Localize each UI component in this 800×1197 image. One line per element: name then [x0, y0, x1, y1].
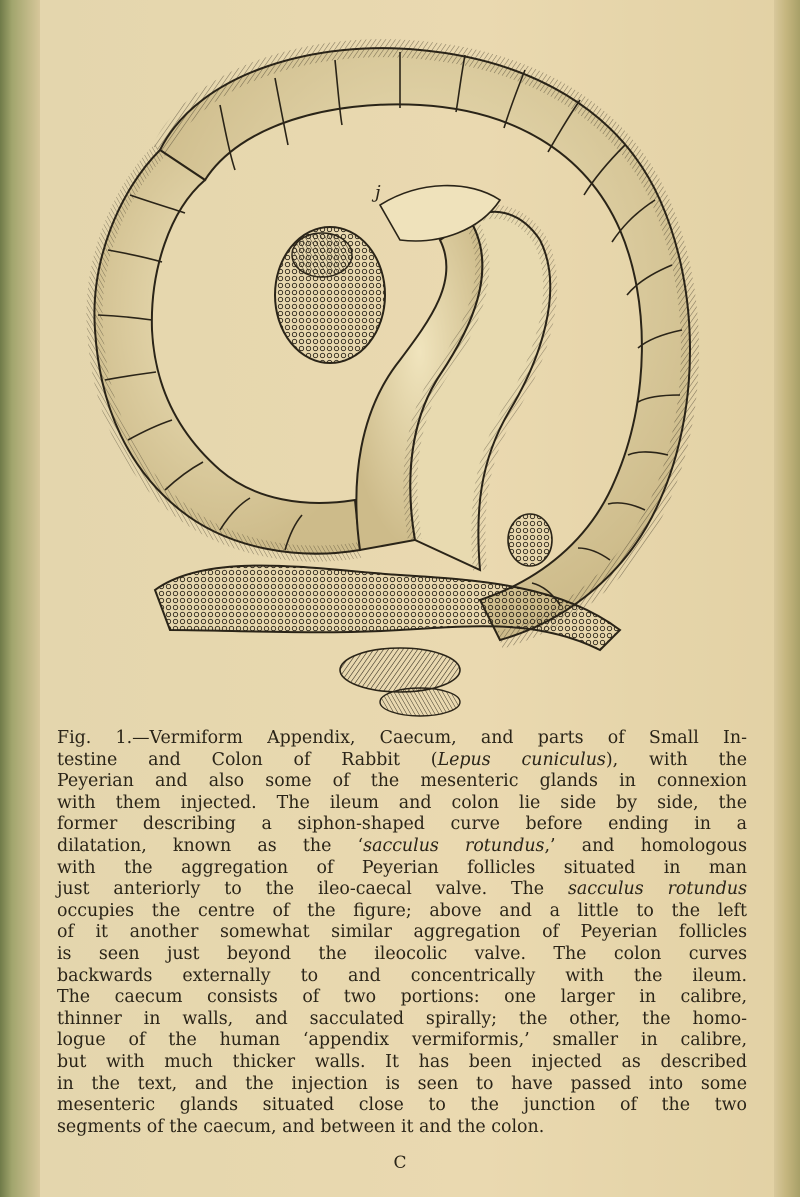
caption-line: testine and Colon of Rabbit (Lepus cuniculus), with the — [57, 749, 747, 770]
caption-line: dilatation, known as the ‘sacculus rotundus,’ and homologous — [57, 835, 748, 856]
peyerian-patch — [508, 514, 552, 566]
caption-line: thinner in walls, and sacculated spirally; the other, the homo- — [57, 1008, 747, 1029]
caption-line: mesenteric glands situated close to the junction of the two — [57, 1095, 747, 1116]
caption-line: backwards externally to and concentrically with the ileum. — [57, 965, 747, 986]
page-binding-left — [0, 0, 40, 1197]
caption-line: in the text, and the injection is seen to have passed into some — [57, 1073, 747, 1094]
caption-line: Fig. 1.—Vermiform Appendix, Caecum, and parts of Small In- — [57, 728, 747, 748]
caption-line: with the aggregation of Peyerian follicles situated in man — [57, 857, 747, 878]
caption-line: former describing a siphon-shaped curve before ending in a — [57, 814, 747, 835]
caption-line: occupies the centre of the figure; above and a little to the left — [57, 900, 747, 921]
figure-caption — [57, 728, 747, 1138]
ileum-siphon — [356, 186, 550, 570]
caption-line: just anteriorly to the ileo-caecal valve. The sacculus rotundus — [57, 879, 747, 900]
caption-line: but with much thicker walls. It has been injected as described — [57, 1051, 747, 1072]
caption-line: of it another somewhat similar aggregation of Peyerian follicles — [57, 922, 747, 943]
caption-line: logue of the human ‘appendix vermiformis,’ smaller in calibre, — [57, 1030, 747, 1051]
anatomical-illustration — [60, 30, 780, 720]
caption-line: is seen just beyond the ileocolic valve. The colon curves — [57, 943, 747, 964]
figure-label-j: j — [375, 182, 381, 203]
caption-line: segments of the caecum, and between it and the colon. — [57, 1116, 545, 1137]
caption-line: The caecum consists of two portions: one larger in calibre, — [57, 987, 747, 1008]
sacculus-rotundus — [275, 227, 385, 363]
caption-line: with them injected. The ileum and colon lie side by side, the — [57, 792, 747, 813]
signature-mark: C — [393, 1153, 407, 1173]
caption-line: Peyerian and also some of the mesenteric glands in connexion — [57, 771, 747, 792]
